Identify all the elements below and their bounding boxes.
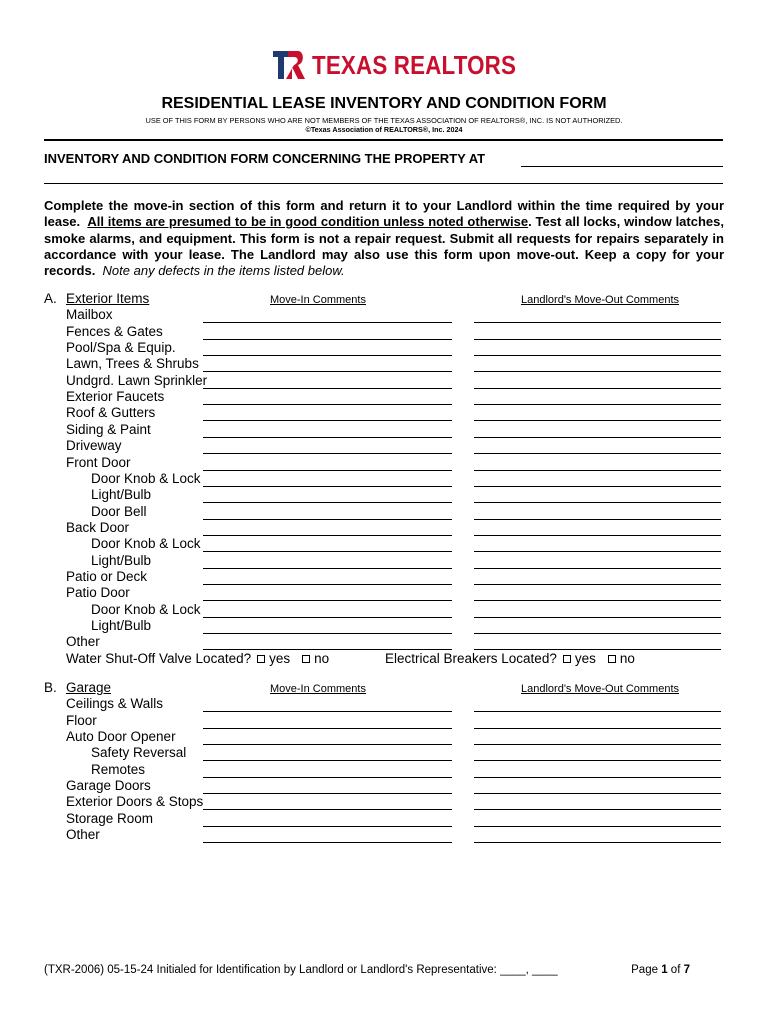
no-label: no xyxy=(619,650,635,666)
move-out-column-header: Landlord's Move-Out Comments xyxy=(521,683,679,695)
move-out-comment-line[interactable] xyxy=(474,535,721,536)
move-in-comment-line[interactable] xyxy=(203,711,452,712)
header-rule xyxy=(44,139,723,141)
property-heading: INVENTORY AND CONDITION FORM CONCERNING THE PROPERTY AT xyxy=(44,151,486,166)
inventory-item-label: Other xyxy=(66,827,100,843)
inventory-item-label: Light/Bulb xyxy=(91,552,152,568)
no-label: no xyxy=(314,650,330,666)
move-out-comment-line[interactable] xyxy=(474,842,721,843)
move-out-comment-line[interactable] xyxy=(474,826,721,827)
water-shutoff-no-checkbox[interactable] xyxy=(302,655,310,663)
move-in-comment-line[interactable] xyxy=(203,322,452,323)
inventory-item-label: Lawn, Trees & Shrubs xyxy=(66,356,199,372)
inventory-item-label: Back Door xyxy=(66,519,130,535)
move-out-comment-line[interactable] xyxy=(474,793,721,794)
yes-label: yes xyxy=(269,650,291,666)
breaker-no-checkbox[interactable] xyxy=(608,655,616,663)
move-in-comment-line[interactable] xyxy=(203,420,452,421)
inventory-item-label: Other xyxy=(66,634,100,650)
move-in-comment-line[interactable] xyxy=(203,728,452,729)
move-in-comment-line[interactable] xyxy=(203,388,452,389)
inventory-item-label: Ceilings & Walls xyxy=(66,696,164,712)
property-address-line-2[interactable] xyxy=(44,183,723,184)
move-in-comment-line[interactable] xyxy=(203,633,452,634)
move-in-comment-line[interactable] xyxy=(203,809,452,810)
move-in-comment-line[interactable] xyxy=(203,339,452,340)
inventory-item-label: Patio Door xyxy=(66,585,130,601)
inventory-item-label: Undgrd. Lawn Sprinkler xyxy=(66,372,208,388)
move-out-comment-line[interactable] xyxy=(474,404,721,405)
inventory-item-label: Driveway xyxy=(66,438,122,454)
inventory-item-label: Exterior Faucets xyxy=(66,389,165,405)
move-in-column-header: Move-In Comments xyxy=(270,683,366,695)
move-in-comment-line[interactable] xyxy=(203,371,452,372)
move-in-comment-line[interactable] xyxy=(203,617,452,618)
move-in-comment-line[interactable] xyxy=(203,826,452,827)
form-title: RESIDENTIAL LEASE INVENTORY AND CONDITION FORM xyxy=(161,95,607,112)
inventory-item-label: Door Bell xyxy=(91,503,147,519)
inventory-item-label: Safety Reversal xyxy=(91,745,187,761)
move-out-comment-line[interactable] xyxy=(474,322,721,323)
move-out-comment-line[interactable] xyxy=(474,339,721,340)
inventory-item-label: Storage Room xyxy=(66,810,154,826)
move-in-comment-line[interactable] xyxy=(203,777,452,778)
move-out-comment-line[interactable] xyxy=(474,568,721,569)
inventory-item-label: Remotes xyxy=(91,761,146,777)
move-in-comment-line[interactable] xyxy=(203,355,452,356)
move-in-comment-line[interactable] xyxy=(203,535,452,536)
section-letter: A. xyxy=(44,291,57,306)
move-in-comment-line[interactable] xyxy=(203,842,452,843)
inventory-item-label: Exterior Doors & Stops xyxy=(66,794,204,810)
move-out-comment-line[interactable] xyxy=(474,453,721,454)
move-out-comment-line[interactable] xyxy=(474,728,721,729)
breaker-location-row xyxy=(385,651,635,666)
copyright-notice: ©Texas Association of REALTORS®, Inc. 2024 xyxy=(305,125,463,134)
move-in-comment-line[interactable] xyxy=(203,568,452,569)
move-out-comment-line[interactable] xyxy=(474,502,721,503)
move-out-comment-line[interactable] xyxy=(474,420,721,421)
inventory-item-label: Door Knob & Lock xyxy=(91,470,201,486)
move-out-comment-line[interactable] xyxy=(474,633,721,634)
move-in-comment-line[interactable] xyxy=(203,551,452,552)
inventory-item-label: Front Door xyxy=(66,454,131,470)
move-out-comment-line[interactable] xyxy=(474,617,721,618)
section-label: Exterior Items xyxy=(66,291,150,306)
breaker-yes-checkbox[interactable] xyxy=(563,655,571,663)
move-in-comment-line[interactable] xyxy=(203,404,452,405)
move-out-comment-line[interactable] xyxy=(474,777,721,778)
move-in-comment-line[interactable] xyxy=(203,760,452,761)
water-shutoff-yes-checkbox[interactable] xyxy=(257,655,265,663)
move-out-comment-line[interactable] xyxy=(474,486,721,487)
logo-text: TEXAS REALTORS xyxy=(312,49,517,80)
section-letter: B. xyxy=(44,680,57,695)
move-out-comment-line[interactable] xyxy=(474,551,721,552)
inventory-item-label: Light/Bulb xyxy=(91,618,152,633)
inventory-item-label: Fences & Gates xyxy=(66,323,163,339)
usage-notice: USE OF THIS FORM BY PERSONS WHO ARE NOT MEMBERS OF THE TEXAS ASSOCIATION OF REALTORS®, INC. IS NOT AUTHORIZED. xyxy=(145,116,623,125)
move-out-column-header: Landlord's Move-Out Comments xyxy=(521,294,679,306)
inventory-item-label: Patio or Deck xyxy=(66,568,148,584)
inventory-item-label: Mailbox xyxy=(66,307,113,323)
move-in-comment-line[interactable] xyxy=(203,470,452,471)
move-in-column-header: Move-In Comments xyxy=(270,294,366,306)
move-out-comment-line[interactable] xyxy=(474,371,721,372)
move-in-comment-line[interactable] xyxy=(203,486,452,487)
breaker-question: Electrical Breakers Located? xyxy=(385,650,557,666)
inventory-item-label: Garage Doors xyxy=(66,778,151,794)
inventory-item-label: Door Knob & Lock xyxy=(91,536,201,552)
footer-initials: (TXR-2006) 05-15-24 Initialed for Identification by Landlord or Landlord's Representative: ____, ____ xyxy=(44,964,558,976)
move-out-comment-line[interactable] xyxy=(474,600,721,601)
inventory-item-label: Light/Bulb xyxy=(91,487,152,503)
move-in-comment-line[interactable] xyxy=(203,600,452,601)
yes-label: yes xyxy=(574,650,596,666)
move-out-comment-line[interactable] xyxy=(474,584,721,585)
inventory-item-label: Roof & Gutters xyxy=(66,405,156,421)
inventory-item-label: Floor xyxy=(66,712,97,728)
move-out-comment-line[interactable] xyxy=(474,760,721,761)
instructions-paragraph: Complete the move-in section of this form and return it to your Landlord within the time required by your lease. All items are presumed to be in good condition unless noted otherwise. Test all locks, window latches, smoke alarms, and equipment. This form is not a repair request. Submit all requests for repairs separately in accordance with your lease. The Landlord may also use this form upon move-out. Keep a copy for your records. Note any defects in the items listed below. xyxy=(44,198,724,279)
move-in-comment-line[interactable] xyxy=(203,437,452,438)
inventory-item-label: Siding & Paint xyxy=(66,421,151,437)
section-label: Garage xyxy=(66,680,112,695)
move-in-comment-line[interactable] xyxy=(203,744,452,745)
move-out-comment-line[interactable] xyxy=(474,388,721,389)
move-out-comment-line[interactable] xyxy=(474,809,721,810)
move-in-comment-line[interactable] xyxy=(203,584,452,585)
water-shutoff-question: Water Shut-Off Valve Located? xyxy=(66,650,252,666)
page-number: Page 1 of 7 xyxy=(631,964,690,976)
utility-location-row xyxy=(66,651,329,666)
texas-realtors-logo xyxy=(272,48,549,82)
move-out-comment-line[interactable] xyxy=(474,437,721,438)
inventory-item-label: Door Knob & Lock xyxy=(91,601,201,617)
move-in-comment-line[interactable] xyxy=(203,793,452,794)
inventory-item-label: Pool/Spa & Equip. xyxy=(66,340,176,356)
move-out-comment-line[interactable] xyxy=(474,744,721,745)
move-out-comment-line[interactable] xyxy=(474,470,721,471)
move-out-comment-line[interactable] xyxy=(474,355,721,356)
move-out-comment-line[interactable] xyxy=(474,519,721,520)
property-address-line-1[interactable] xyxy=(521,166,723,167)
inventory-item-label: Auto Door Opener xyxy=(66,729,176,745)
move-out-comment-line[interactable] xyxy=(474,711,721,712)
realtors-mark-icon xyxy=(272,49,306,81)
move-in-comment-line[interactable] xyxy=(203,519,452,520)
move-in-comment-line[interactable] xyxy=(203,453,452,454)
move-in-comment-line[interactable] xyxy=(203,502,452,503)
